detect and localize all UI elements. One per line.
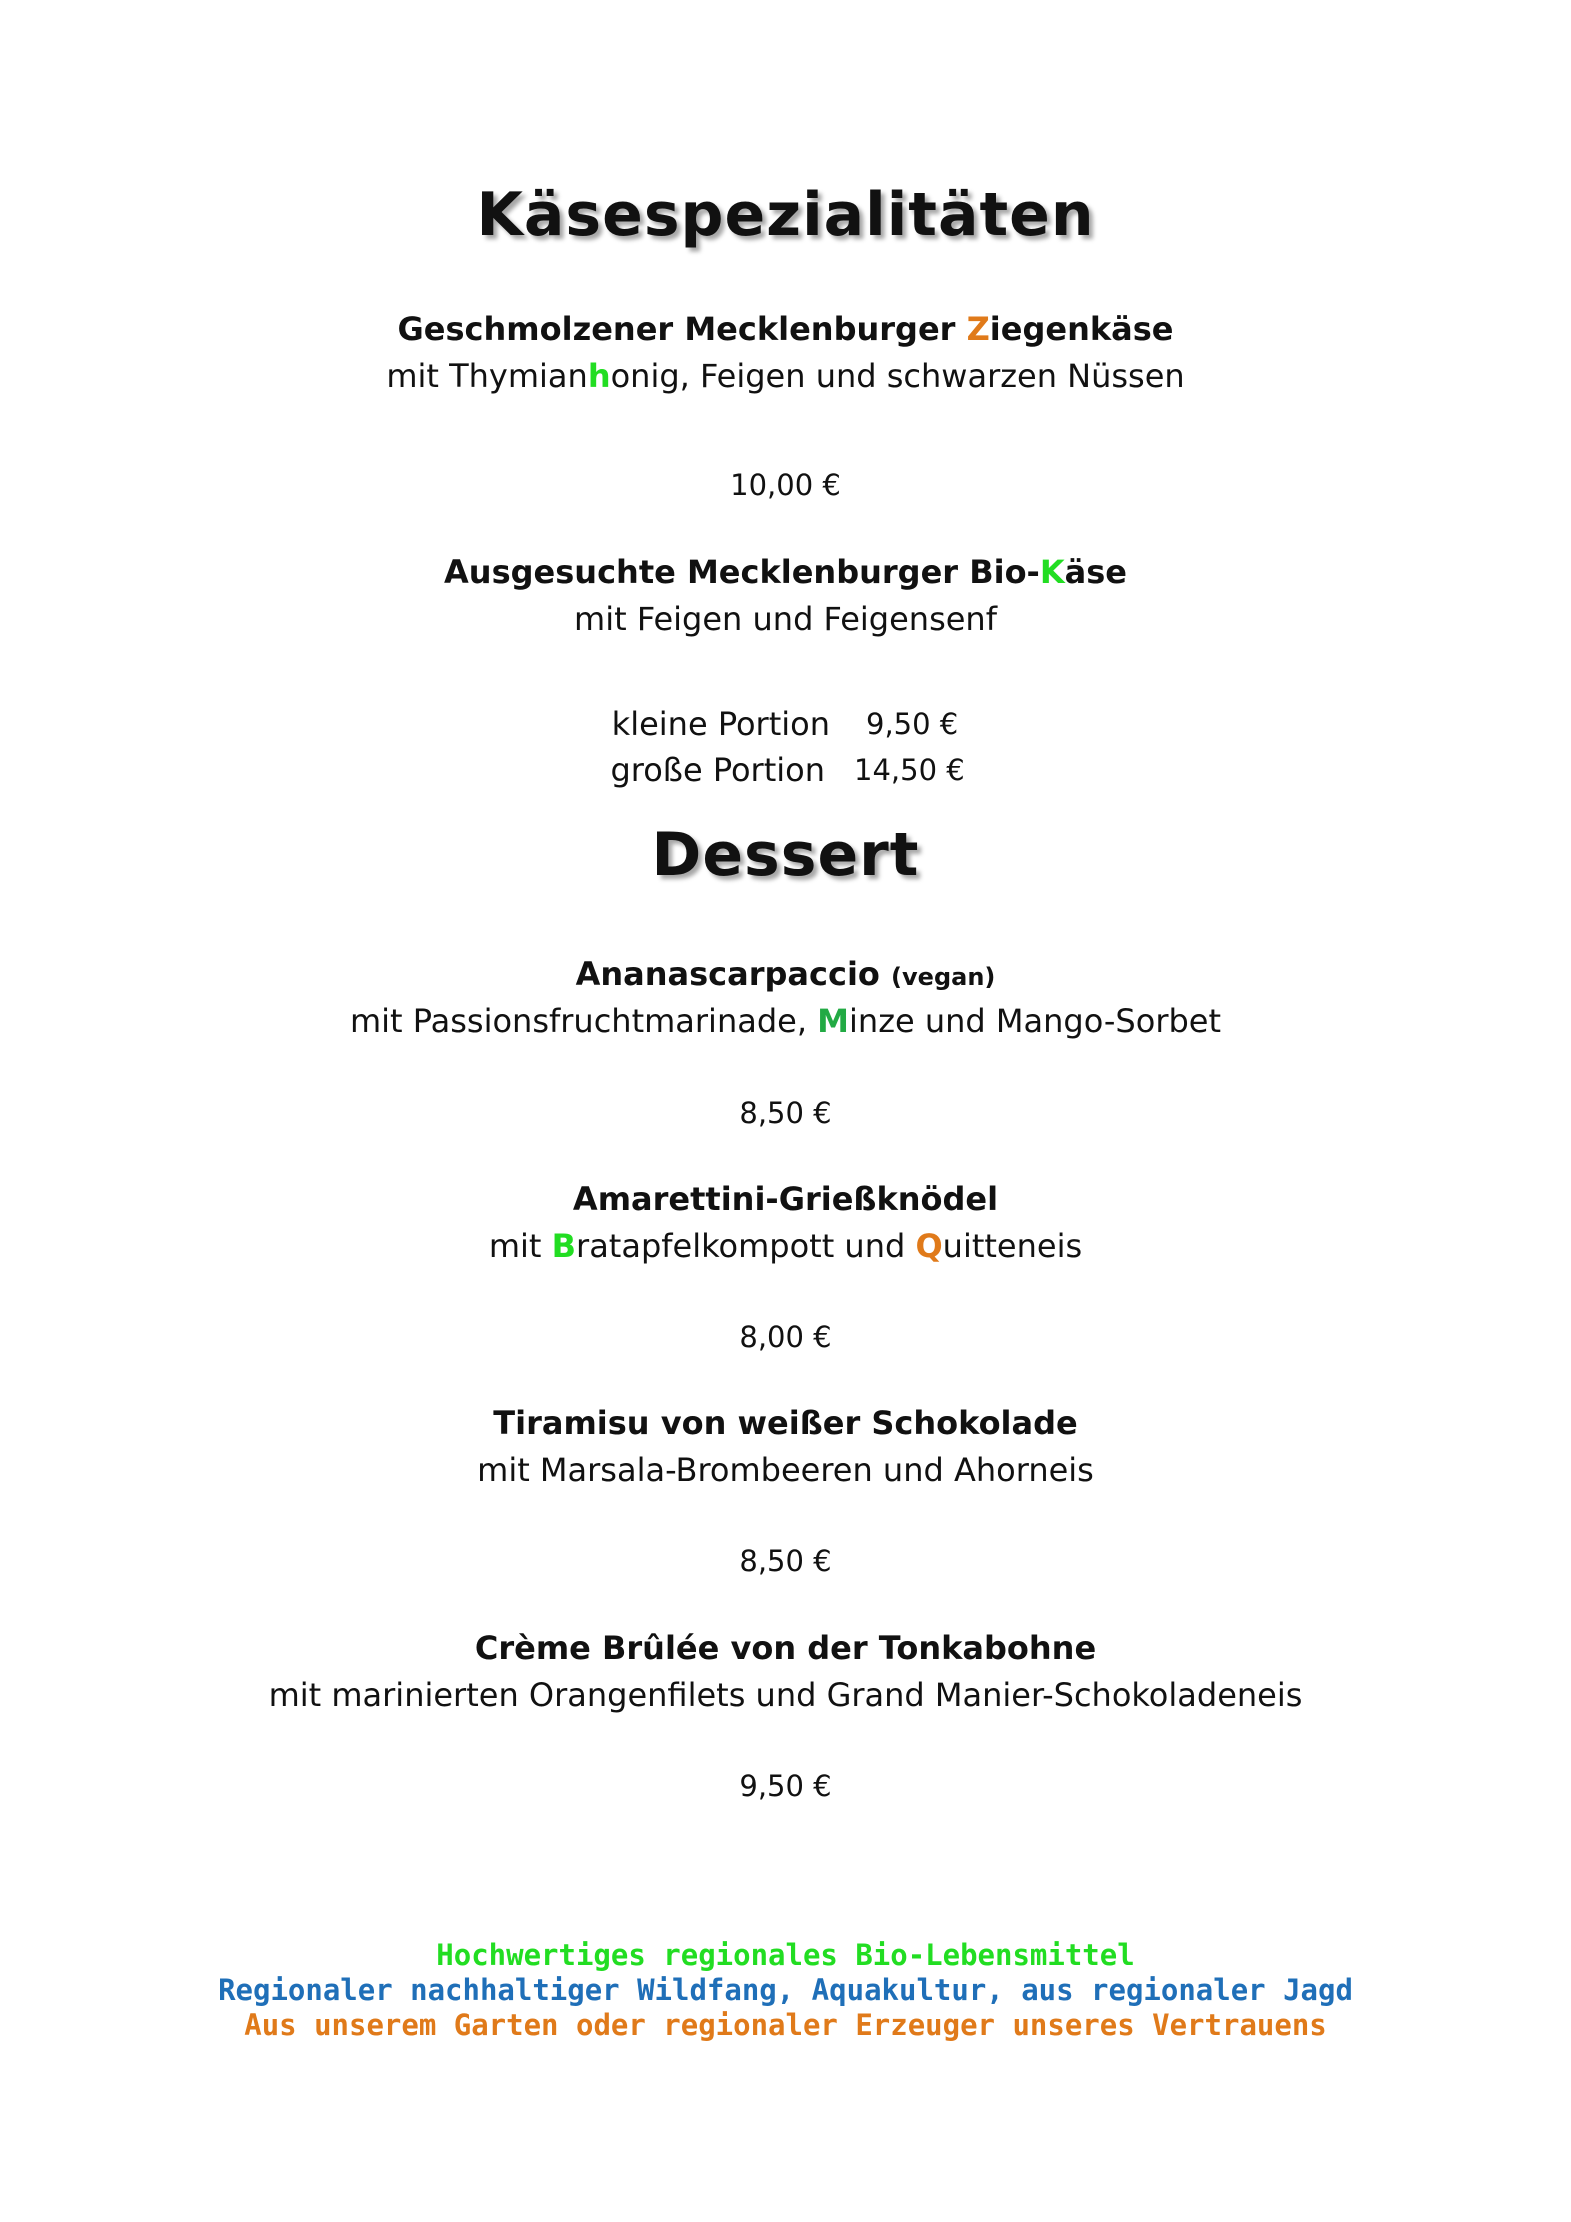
portion-large-label: große Portion — [610, 751, 825, 789]
dessert-item-2-garden-mark: Q — [915, 1227, 943, 1265]
dessert-item-3-price: 8,50 € — [739, 1544, 832, 1578]
portion-row-small — [540, 705, 1020, 749]
dessert-item-2-description — [0, 1227, 1571, 1265]
dessert-item-3-description: mit Marsala-Brombeeren und Ahorneis — [477, 1451, 1094, 1489]
cheese-item-1-regional-mark: Z — [966, 310, 990, 348]
dessert-item-4-price: 9,50 € — [739, 1769, 832, 1803]
dessert-item-1-desc-text: mit Passionsfruchtmarinade, — [349, 1002, 818, 1040]
cheese-item-1-description — [0, 357, 1571, 395]
cheese-section-title: Käsespezialitäten — [476, 180, 1095, 250]
cheese-item-1-name-text: Geschmolzener Mecklenburger — [397, 310, 967, 348]
dessert-section-title: Dessert — [651, 820, 920, 890]
dessert-item-2-name: Amarettini-Grießknödel — [572, 1180, 999, 1218]
cheese-item-1-desc-rest: onig, Feigen und schwarzen Nüssen — [610, 357, 1185, 395]
dessert-item-2-bio-mark: B — [551, 1227, 577, 1265]
legend-regional: Regionaler nachhaltiger Wildfang, Aquakultur, aus regionaler Jagd — [218, 1973, 1353, 2007]
cheese-item-1-price: 10,00 € — [730, 468, 841, 502]
cheese-item-2-name-text: Ausgesuchte Mecklenburger Bio- — [444, 553, 1040, 591]
vegan-tag: (vegan) — [891, 963, 996, 991]
portion-small-price: 9,50 € — [866, 707, 959, 741]
dessert-item-2-desc-text: mit — [488, 1227, 552, 1265]
portion-large-price: 14,50 € — [854, 753, 965, 787]
cheese-item-1-name — [0, 310, 1571, 348]
dessert-item-2-desc-middle: ratapfelkompott und — [576, 1227, 916, 1265]
cheese-item-2-name-rest: äse — [1064, 553, 1127, 591]
dessert-item-2-desc-rest: uitteneis — [942, 1227, 1083, 1265]
dessert-item-1-bio-mark: M — [817, 1002, 850, 1040]
legend-garden: Aus unserem Garten oder regionaler Erzeuger unseres Vertrauens — [244, 2008, 1327, 2042]
dessert-item-1-price: 8,50 € — [739, 1096, 832, 1130]
portion-row-large — [540, 751, 1020, 795]
cheese-item-2-description: mit Feigen und Feigensenf — [574, 600, 997, 638]
cheese-item-2-name — [0, 553, 1571, 591]
dessert-item-1-desc-rest: inze und Mango-Sorbet — [849, 1002, 1222, 1040]
dessert-item-3-name: Tiramisu von weißer Schokolade — [493, 1404, 1078, 1442]
portion-small-label: kleine Portion — [611, 705, 830, 743]
dessert-item-4-description: mit marinierten Orangenfilets und Grand Manier-Schokoladeneis — [268, 1676, 1303, 1714]
dessert-item-1-name-text: Ananascarpaccio — [575, 955, 880, 993]
dessert-item-4-name: Crème Brûlée von der Tonkabohne — [474, 1629, 1097, 1667]
dessert-item-1-name — [0, 955, 1571, 993]
legend-bio: Hochwertiges regionales Bio-Lebensmittel — [436, 1938, 1135, 1972]
cheese-item-2-bio-mark: K — [1039, 553, 1065, 591]
cheese-item-1-desc-text: mit Thymian — [386, 357, 588, 395]
dessert-item-2-price: 8,00 € — [739, 1320, 832, 1354]
cheese-item-1-name-rest: iegenkäse — [989, 310, 1174, 348]
dessert-item-1-description — [0, 1002, 1571, 1040]
cheese-item-1-bio-mark: h — [587, 357, 611, 395]
